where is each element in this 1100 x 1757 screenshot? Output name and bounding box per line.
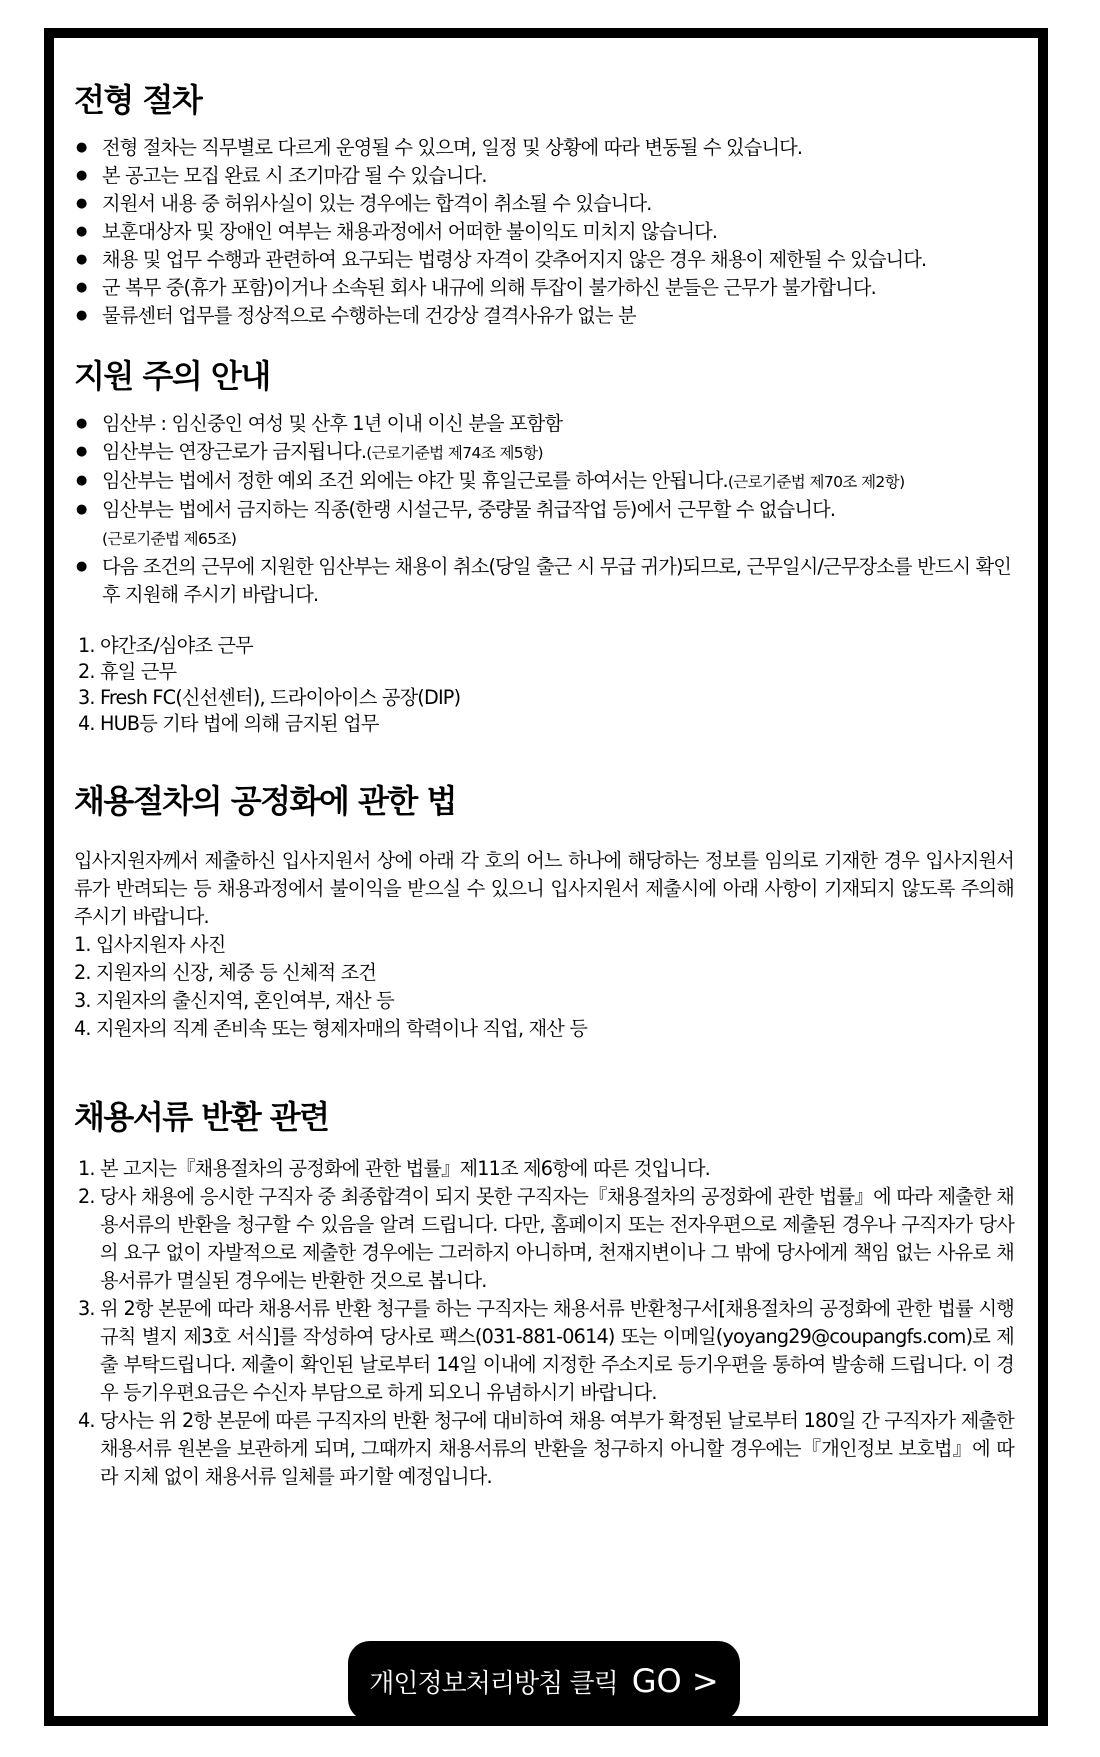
procedure-list <box>74 134 1014 330</box>
fair-hiring-intro: 입사지원자께서 제출하신 입사지원서 상에 아래 각 호의 어느 하나에 해당하는 정보를 임의로 기재한 경우 입사지원서류가 반려되는 등 채용과정에서 불이익을 받으실 수 있으니 입사지원서 제출시에 아래 사항이 기재되지 않도록 주의해주시기 바랍니다. <box>74 849 1014 928</box>
list-number: 1. <box>78 634 95 657</box>
list-number: 3. <box>78 686 95 709</box>
law-reference: (근로기준법 제74조 제5항) <box>366 444 543 462</box>
list-item-text: 휴일 근무 <box>100 660 177 683</box>
list-number: 4. <box>78 712 95 735</box>
list-item: 4. 지원자의 직계 존비속 또는 형제자매의 학력이나 직업, 재산 등 <box>74 1017 588 1040</box>
list-item <box>74 659 1014 685</box>
list-item-text: 본 고지는『채용절차의 공정화에 관한 법률』제11조 제6항에 따른 것입니다. <box>100 1157 710 1180</box>
list-item-text: 임산부는 법에서 금지하는 직종(한랭 시설근무, 중량물 취급작업 등)에서 근무할 수 없습니다. <box>102 498 836 521</box>
law-reference: (근로기준법 제65조) <box>102 530 237 548</box>
list-item-text: 당사 채용에 응시한 구직자 중 최종합격이 되지 못한 구직자는『채용절차의 공정화에 관한 법률』에 따라 제출한 채용서류의 반환을 청구할 수 있음을 알려 드립니다. 다만, 홈페이지 또는 전자우편으로 제출된 경우나 구직자가 당사의 요구 없이 자발적으로 제출한 경우에는 그러하지 아니하며, 천재지변이나 그 밖에 당사에게 책임 없는 사유로 채용서류가 멸실된 경우에는 반환한 것으로 봅니다. <box>100 1185 1014 1292</box>
list-item <box>74 1407 1014 1491</box>
list-item: ● 지원서 내용 중 허위사실이 있는 경우에는 합격이 취소될 수 있습니다. <box>74 190 1014 218</box>
section-title-procedure: 전형 절차 <box>74 81 202 119</box>
law-reference: (근로기준법 제70조 제2항) <box>727 473 905 491</box>
list-item-text: Fresh FC(신선센터), 드라이아이스 공장(DIP) <box>100 686 461 709</box>
list-number: 4. <box>78 1409 95 1432</box>
notice-list <box>74 410 1014 609</box>
list-item-text: 당사는 위 2항 본문에 따른 구직자의 반환 청구에 대비하여 채용 여부가 확정된 날로부터 180일 간 구직자가 제출한 채용서류 원본을 보관하게 되며, 그때까지 채용서류의 반환을 청구하지 아니할 경우에는『개인정보 보호법』에 따라 지체 없이 채용서류 일체를 파기할 예정입니다. <box>100 1409 1014 1488</box>
list-item <box>74 553 1014 609</box>
list-item: 1. 입사지원자 사진 <box>74 933 226 956</box>
list-item <box>74 1155 1014 1183</box>
list-item: 3. 지원자의 출신지역, 혼인여부, 재산 등 <box>74 989 394 1012</box>
list-number: 2. <box>78 660 95 683</box>
list-item <box>74 410 1014 438</box>
list-item: ● 물류센터 업무를 정상적으로 수행하는데 건강상 결격사유가 없는 분 <box>74 302 1014 330</box>
list-item <box>74 1295 1014 1407</box>
go-arrow-label: GO > <box>631 1662 719 1700</box>
list-number: 1. <box>78 1157 95 1180</box>
list-item-text: 야간조/심야조 근무 <box>100 634 253 657</box>
list-item-text: 임산부 : 임신중인 여성 및 산후 1년 이내 이신 분을 포함함 <box>102 412 563 435</box>
list-item <box>74 438 1014 467</box>
list-number: 3. <box>78 1297 95 1320</box>
list-item: ● 전형 절차는 직무별로 다르게 운영될 수 있으며, 일정 및 상황에 따라 변동될 수 있습니다. <box>74 134 1014 162</box>
list-item-text: HUB등 기타 법에 의해 금지된 업무 <box>100 712 379 735</box>
list-item: ● 군 복무 중(휴가 포함)이거나 소속된 회사 내규에 의해 투잡이 불가하신 분들은 근무가 불가합니다. <box>74 274 1014 302</box>
document-return-list <box>74 1155 1014 1491</box>
privacy-policy-button-label: 개인정보처리방침 클릭 <box>369 1668 618 1699</box>
list-item: 2. 지원자의 신장, 체중 등 신체적 조건 <box>74 961 377 984</box>
list-item <box>74 1183 1014 1295</box>
list-item: ● 보훈대상자 및 장애인 여부는 채용과정에서 어떠한 불이익도 미치지 않습니다. <box>74 218 1014 246</box>
section-title-document-return: 채용서류 반환 관련 <box>74 1098 329 1136</box>
list-item-text: 위 2항 본문에 따라 채용서류 반환 청구를 하는 구직자는 채용서류 반환청구서[채용절차의 공정화에 관한 법률 시행규칙 별지 제3호 서식]를 작성하여 당사로 팩스(031-881-0614) 또는 이메일(yoyang29@coupangfs.com)로 제출 부탁드립니다. 제출이 확인된 날로부터 14일 이내에 지정한 주소지로 등기우편을 통하여 발송해 드립니다. 이 경우 등기우편요금은 수신자 부담으로 하게 되오니 유념하시기 바랍니다. <box>100 1297 1014 1404</box>
list-item <box>74 685 1014 711</box>
notice-content <box>74 80 1014 1491</box>
section-title-fair-hiring-law: 채용절차의 공정화에 관한 법 <box>74 782 456 820</box>
section-title-notice: 지원 주의 안내 <box>74 357 270 395</box>
condition-list <box>74 633 1014 737</box>
privacy-policy-button[interactable] <box>348 1641 740 1721</box>
list-item <box>74 467 1014 496</box>
list-item-text: 다음 조건의 근무에 지원한 임산부는 채용이 취소(당일 출근 시 무급 귀가)되므로, 근무일시/근무장소를 반드시 확인 후 지원해 주시기 바랍니다. <box>102 555 1012 606</box>
list-item-text: 임산부는 법에서 정한 예외 조건 외에는 야간 및 휴일근로를 하여서는 안됩니다. <box>102 469 728 492</box>
list-item <box>74 711 1014 737</box>
list-number: 2. <box>78 1185 95 1208</box>
list-item: ● 본 공고는 모집 완료 시 조기마감 될 수 있습니다. <box>74 162 1014 190</box>
list-item <box>74 633 1014 659</box>
list-item-text: 임산부는 연장근로가 금지됩니다. <box>102 440 367 463</box>
list-item: ● 채용 및 업무 수행과 관련하여 요구되는 법령상 자격이 갖추어지지 않은 경우 채용이 제한될 수 있습니다. <box>74 246 1014 274</box>
list-item <box>74 496 1014 553</box>
